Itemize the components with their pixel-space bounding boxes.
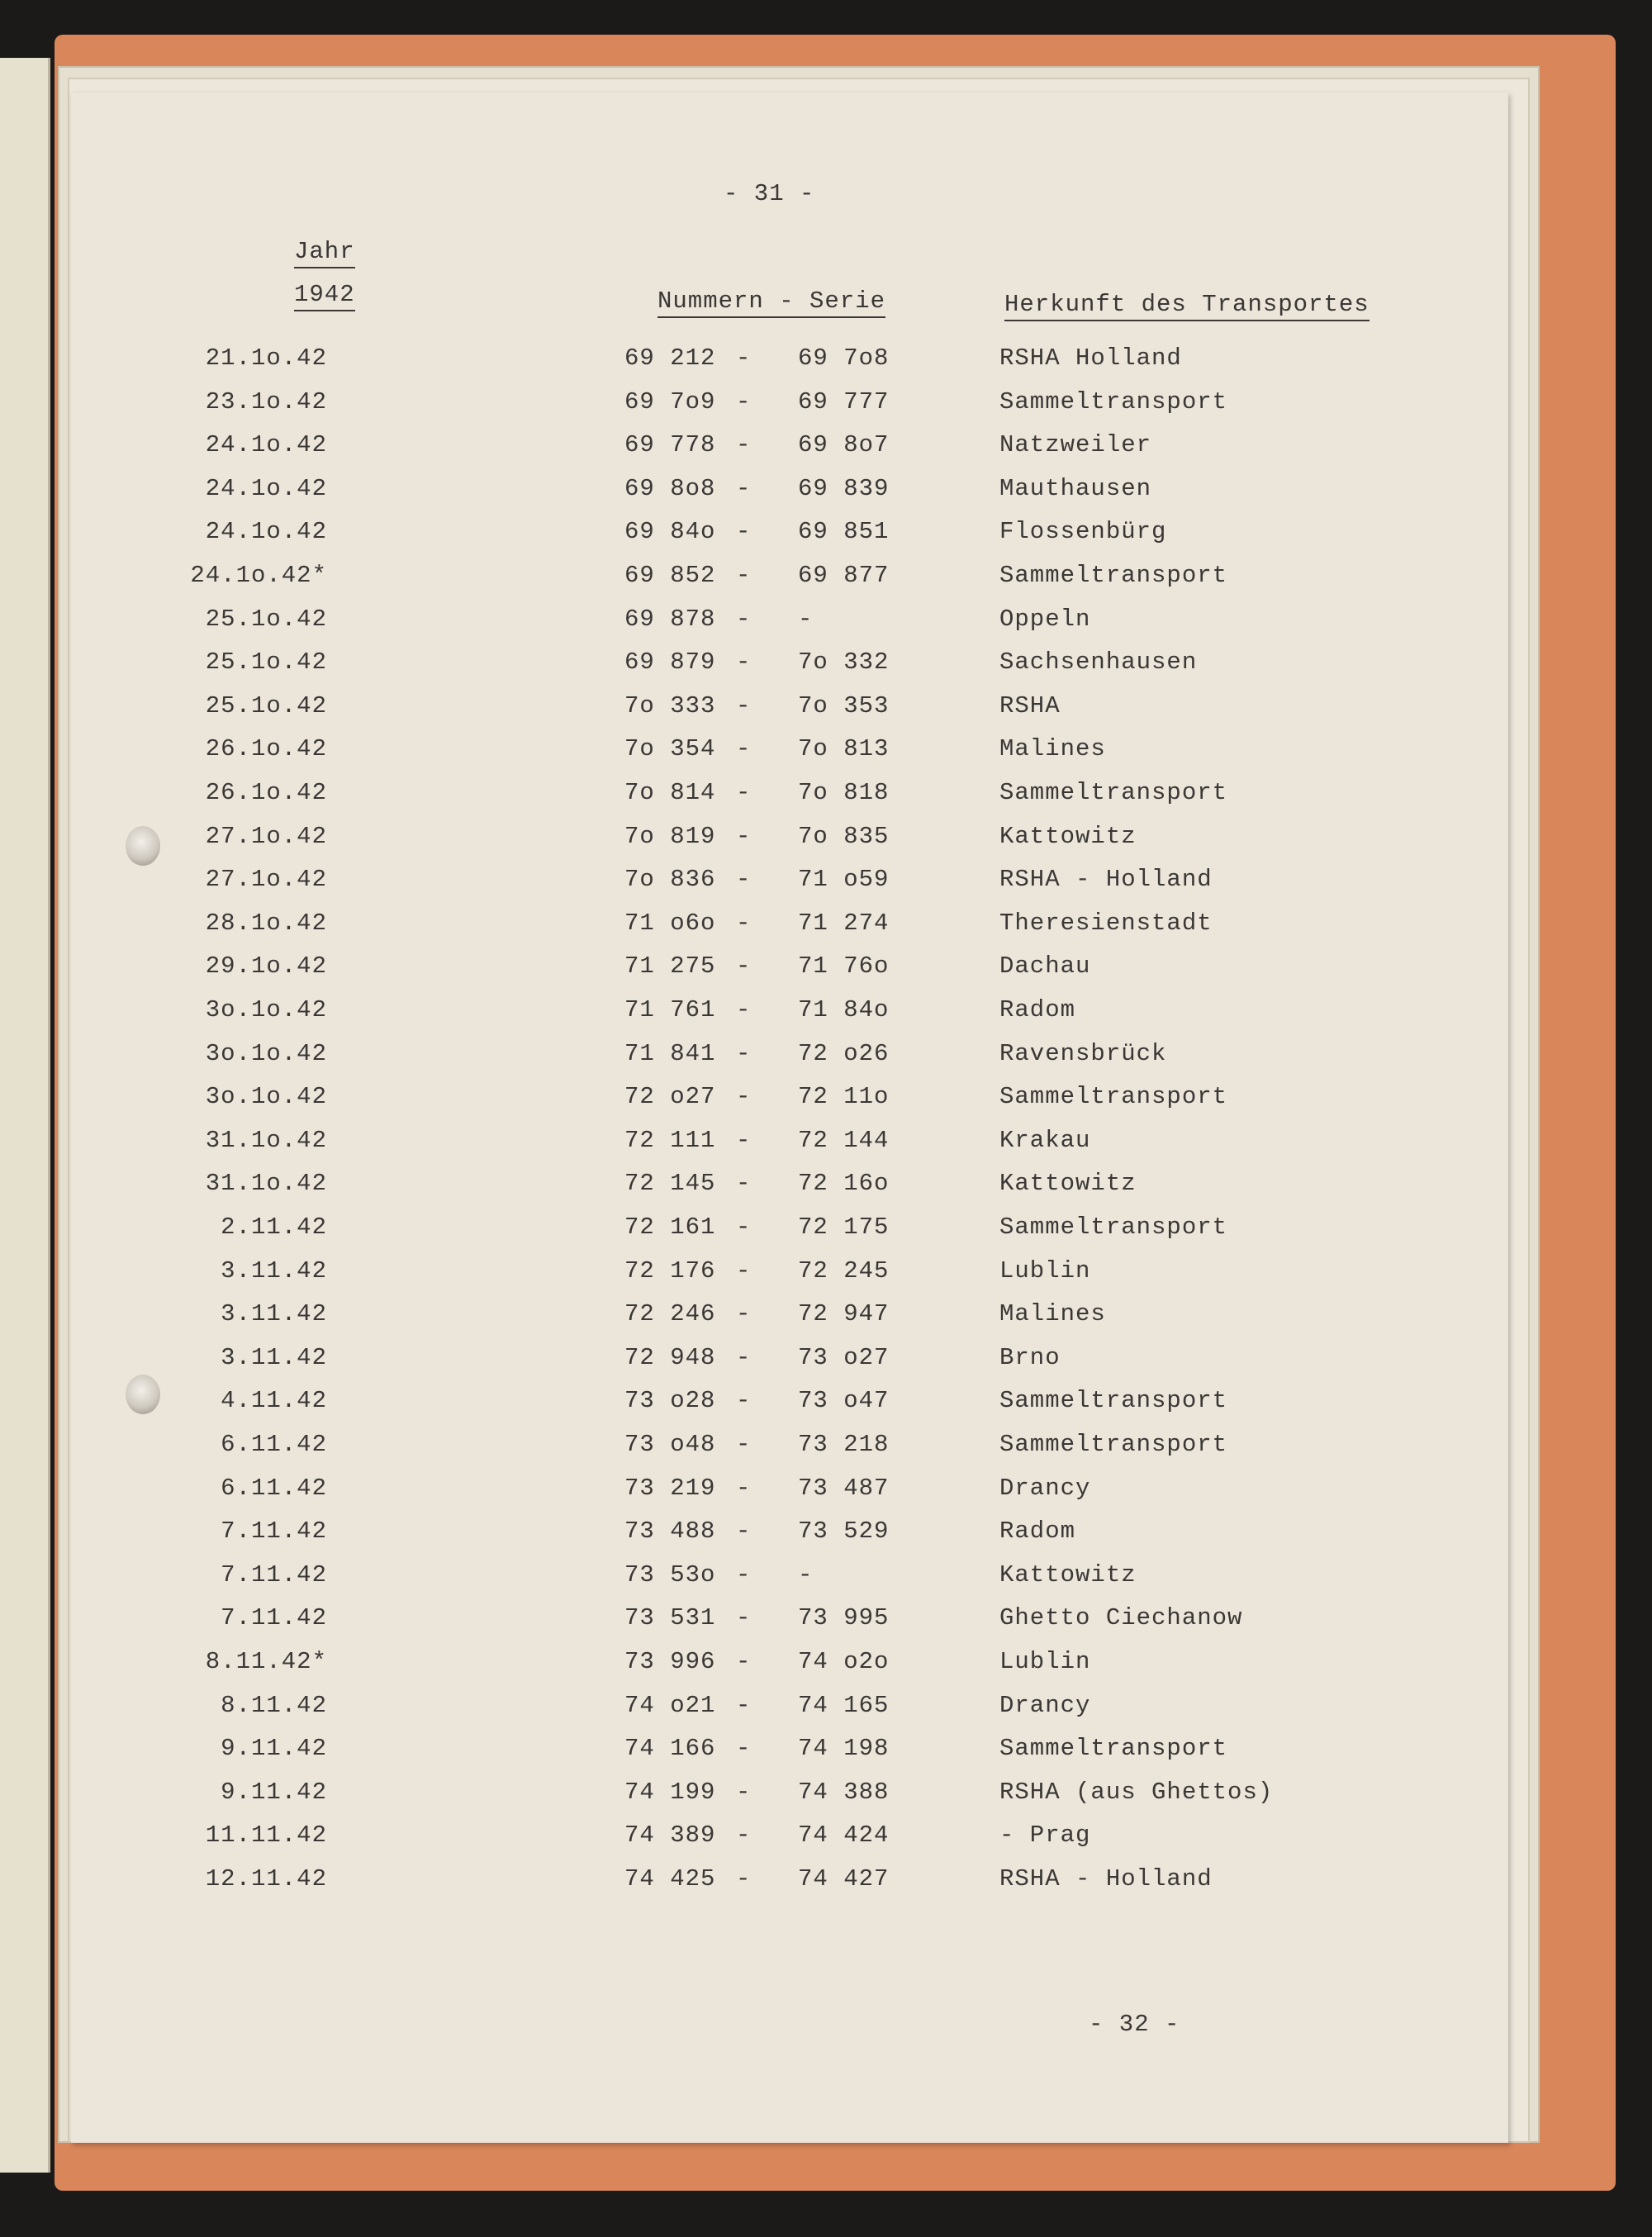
row-number-dash: -: [736, 474, 752, 502]
row-number-to: 73 487: [798, 1474, 890, 1502]
row-date: 25.1o.42: [205, 648, 327, 677]
row-number-from: 73 531: [624, 1604, 716, 1632]
row-number-from: 72 161: [624, 1213, 716, 1241]
row-date: 7.11.42: [221, 1560, 327, 1589]
row-number-dash: -: [736, 1735, 752, 1763]
row-date: 9.11.42: [221, 1778, 327, 1806]
table-row: [71, 1561, 1508, 1599]
row-date: 21.1o.42: [205, 344, 327, 372]
row-date: 6.11.42: [221, 1474, 327, 1502]
row-origin: Drancy: [999, 1474, 1091, 1502]
row-date: 3.11.42: [221, 1300, 327, 1328]
row-date: 8.11.42: [221, 1691, 327, 1719]
row-number-from: 7o 333: [624, 691, 716, 720]
row-origin: Ghetto Ciechanow: [999, 1604, 1243, 1632]
table-row: [71, 952, 1508, 990]
row-date: 8.11.42*: [205, 1648, 327, 1675]
row-number-to: 69 777: [798, 387, 890, 416]
row-date: 3o.1o.42: [205, 1083, 327, 1111]
table-row: [71, 1300, 1508, 1338]
table-row: [71, 1692, 1508, 1730]
row-origin: Malines: [999, 1300, 1106, 1328]
row-origin: RSHA (aus Ghettos): [999, 1778, 1274, 1806]
row-date: 6.11.42: [221, 1431, 327, 1458]
row-origin: Malines: [999, 735, 1106, 763]
row-number-to: 74 165: [798, 1691, 890, 1719]
row-number-from: 73 996: [624, 1648, 716, 1675]
table-row: [71, 910, 1508, 948]
row-number-to: 7o 835: [798, 822, 890, 850]
row-date: 24.1o.42: [205, 474, 327, 502]
row-number-dash: -: [736, 344, 752, 372]
table-row: [71, 1735, 1508, 1773]
row-number-to: 74 388: [798, 1778, 890, 1806]
row-number-from: 74 199: [624, 1778, 716, 1806]
table-row: [71, 1475, 1508, 1513]
row-date: 7.11.42: [221, 1604, 327, 1632]
row-number-to: 7o 818: [798, 779, 890, 806]
row-date: 24.1o.42: [205, 518, 327, 546]
left-page-edge: [0, 58, 50, 2173]
table-row: [71, 1431, 1508, 1469]
row-number-dash: -: [736, 1604, 752, 1632]
row-number-dash: -: [736, 1343, 752, 1371]
row-number-to: 72 175: [798, 1213, 890, 1241]
row-number-dash: -: [736, 1170, 752, 1198]
row-number-to: 71 o59: [798, 866, 890, 894]
row-number-dash: -: [736, 1256, 752, 1285]
row-number-from: 72 145: [624, 1170, 716, 1198]
row-date: 24.1o.42: [205, 431, 327, 459]
row-number-from: 74 425: [624, 1865, 716, 1893]
row-number-dash: -: [736, 1387, 752, 1415]
row-number-from: 69 84o: [624, 518, 716, 546]
row-number-dash: -: [736, 1300, 752, 1328]
row-date: 24.1o.42*: [190, 562, 327, 589]
row-origin: Sammeltransport: [999, 562, 1228, 589]
row-origin: Radom: [999, 996, 1076, 1024]
row-number-dash: -: [736, 1126, 752, 1154]
row-number-to: 73 995: [798, 1604, 890, 1632]
row-number-from: 72 o27: [624, 1083, 716, 1111]
row-number-from: 72 111: [624, 1126, 716, 1154]
row-origin: Krakau: [999, 1126, 1091, 1154]
row-number-from: 71 841: [624, 1039, 716, 1067]
row-number-to: 69 877: [798, 562, 890, 589]
row-origin: Sachsenhausen: [999, 648, 1198, 677]
row-number-from: 72 246: [624, 1300, 716, 1328]
row-number-dash: -: [736, 1865, 752, 1893]
row-number-dash: -: [736, 952, 752, 981]
row-date: 7.11.42: [221, 1517, 327, 1546]
row-number-dash: -: [736, 996, 752, 1024]
table-row: [71, 475, 1508, 513]
row-origin: Flossenbürg: [999, 518, 1167, 546]
table-row: [71, 562, 1508, 600]
page-number-bottom: - 32 -: [1089, 2011, 1180, 2038]
table-row: [71, 823, 1508, 861]
row-number-to: 7o 353: [798, 691, 890, 720]
row-number-dash: -: [736, 691, 752, 720]
row-number-from: 69 778: [624, 431, 716, 459]
row-origin: Natzweiler: [999, 431, 1152, 459]
row-number-from: 73 o48: [624, 1431, 716, 1458]
row-date: 23.1o.42: [205, 387, 327, 416]
row-number-from: 69 879: [624, 648, 716, 677]
row-number-dash: -: [736, 1474, 752, 1502]
row-number-dash: -: [736, 1039, 752, 1067]
row-number-to: 7o 813: [798, 735, 890, 763]
table-row: [71, 1127, 1508, 1165]
row-number-from: 69 212: [624, 344, 716, 372]
table-row: [71, 518, 1508, 556]
row-date: 2.11.42: [221, 1213, 327, 1241]
row-number-from: 69 878: [624, 605, 716, 633]
table-row: [71, 735, 1508, 773]
row-number-dash: -: [736, 1431, 752, 1458]
row-origin: RSHA Holland: [999, 344, 1182, 372]
row-number-from: 72 948: [624, 1343, 716, 1371]
row-date: 4.11.42: [221, 1387, 327, 1415]
row-number-dash: -: [736, 735, 752, 763]
document-page: [71, 93, 1508, 2143]
table-row: [71, 388, 1508, 426]
row-number-to: 69 839: [798, 474, 890, 502]
row-origin: Brno: [999, 1343, 1061, 1371]
row-number-to: 72 144: [798, 1126, 890, 1154]
row-origin: Kattowitz: [999, 1560, 1137, 1589]
row-origin: Kattowitz: [999, 822, 1137, 850]
row-number-from: 73 488: [624, 1517, 716, 1546]
row-number-from: 73 53o: [624, 1560, 716, 1589]
row-origin: RSHA - Holland: [999, 866, 1213, 894]
row-number-dash: -: [736, 562, 752, 589]
row-origin: Sammeltransport: [999, 1431, 1228, 1458]
row-number-from: 73 219: [624, 1474, 716, 1502]
row-number-to: 74 427: [798, 1865, 890, 1893]
row-date: 12.11.42: [205, 1865, 327, 1893]
row-number-to: 73 529: [798, 1517, 890, 1546]
row-date: 26.1o.42: [205, 735, 327, 763]
table-row: [71, 1257, 1508, 1295]
page-number-top: - 31 -: [724, 180, 815, 207]
table-row: [71, 1040, 1508, 1078]
row-date: 31.1o.42: [205, 1126, 327, 1154]
row-number-dash: -: [736, 431, 752, 459]
row-number-from: 69 852: [624, 562, 716, 589]
row-date: 3o.1o.42: [205, 1039, 327, 1067]
row-number-to: 72 947: [798, 1300, 890, 1328]
row-number-from: 74 o21: [624, 1691, 716, 1719]
row-number-dash: -: [736, 387, 752, 416]
row-number-to: 69 8o7: [798, 431, 890, 459]
row-number-from: 74 389: [624, 1821, 716, 1850]
row-number-dash: -: [736, 648, 752, 677]
row-number-from: 72 176: [624, 1256, 716, 1285]
row-number-dash: -: [736, 1517, 752, 1546]
row-number-to: 74 424: [798, 1821, 890, 1850]
row-origin: Dachau: [999, 952, 1091, 981]
row-date: 27.1o.42: [205, 822, 327, 850]
row-number-to: -: [798, 1560, 814, 1589]
row-date: 26.1o.42: [205, 779, 327, 806]
row-number-dash: -: [736, 1648, 752, 1675]
row-origin: Sammeltransport: [999, 387, 1228, 416]
row-date: 11.11.42: [205, 1821, 327, 1850]
row-number-to: 72 245: [798, 1256, 890, 1285]
table-row: [71, 1387, 1508, 1425]
row-number-from: 7o 836: [624, 866, 716, 894]
row-origin: Theresienstadt: [999, 909, 1213, 937]
table-row: [71, 1648, 1508, 1686]
row-origin: - Prag: [999, 1821, 1091, 1850]
table-row: [71, 692, 1508, 730]
row-number-to: 69 7o8: [798, 344, 890, 372]
table-row: [71, 1170, 1508, 1208]
row-date: 25.1o.42: [205, 605, 327, 633]
row-number-to: 74 198: [798, 1735, 890, 1763]
row-number-from: 7o 814: [624, 779, 716, 806]
row-number-to: 73 o47: [798, 1387, 890, 1415]
row-number-from: 69 8o8: [624, 474, 716, 502]
row-origin: Lublin: [999, 1648, 1091, 1675]
table-row: [71, 866, 1508, 904]
row-number-to: -: [798, 605, 814, 633]
row-origin: RSHA - Holland: [999, 1865, 1213, 1893]
row-date: 31.1o.42: [205, 1170, 327, 1198]
table-row: [71, 648, 1508, 686]
punch-hole-upper: [126, 826, 160, 866]
row-number-dash: -: [736, 1213, 752, 1241]
row-origin: Ravensbrück: [999, 1039, 1167, 1067]
table-row: [71, 1779, 1508, 1817]
row-date: 3o.1o.42: [205, 996, 327, 1024]
origin-header: Herkunft des Transportes: [1004, 291, 1370, 321]
row-number-from: 71 o6o: [624, 909, 716, 937]
table-row: [71, 1517, 1508, 1555]
row-number-to: 72 11o: [798, 1083, 890, 1111]
row-origin: Sammeltransport: [999, 1735, 1228, 1763]
table-row: [71, 1344, 1508, 1382]
row-number-to: 71 274: [798, 909, 890, 937]
row-number-dash: -: [736, 1821, 752, 1850]
table-row: [71, 1604, 1508, 1642]
row-date: 28.1o.42: [205, 909, 327, 937]
row-number-from: 74 166: [624, 1735, 716, 1763]
row-number-dash: -: [736, 1560, 752, 1589]
row-number-from: 71 275: [624, 952, 716, 981]
row-origin: Lublin: [999, 1256, 1091, 1285]
row-origin: Sammeltransport: [999, 1083, 1228, 1111]
row-number-from: 7o 354: [624, 735, 716, 763]
table-row: [71, 344, 1508, 382]
row-number-dash: -: [736, 866, 752, 894]
row-number-dash: -: [736, 518, 752, 546]
table-row: [71, 1865, 1508, 1903]
row-date: 27.1o.42: [205, 866, 327, 894]
row-number-dash: -: [736, 1691, 752, 1719]
table-row: [71, 996, 1508, 1034]
table-row: [71, 1213, 1508, 1251]
row-number-dash: -: [736, 822, 752, 850]
row-number-from: 7o 819: [624, 822, 716, 850]
table-row: [71, 606, 1508, 644]
year-label: Jahr: [294, 238, 355, 268]
row-number-from: 69 7o9: [624, 387, 716, 416]
row-date: 25.1o.42: [205, 691, 327, 720]
row-number-to: 72 o26: [798, 1039, 890, 1067]
row-number-dash: -: [736, 605, 752, 633]
table-row: [71, 779, 1508, 817]
row-origin: Sammeltransport: [999, 1213, 1228, 1241]
row-number-from: 71 761: [624, 996, 716, 1024]
row-number-to: 72 16o: [798, 1170, 890, 1198]
table-row: [71, 1821, 1508, 1859]
row-number-from: 73 o28: [624, 1387, 716, 1415]
table-row: [71, 1083, 1508, 1121]
row-number-to: 71 84o: [798, 996, 890, 1024]
row-origin: Sammeltransport: [999, 1387, 1228, 1415]
row-origin: Radom: [999, 1517, 1076, 1546]
table-row: [71, 431, 1508, 469]
row-number-dash: -: [736, 909, 752, 937]
punch-hole-lower: [126, 1375, 160, 1414]
row-origin: RSHA: [999, 691, 1061, 720]
row-origin: Oppeln: [999, 605, 1091, 633]
row-number-dash: -: [736, 1778, 752, 1806]
row-origin: Kattowitz: [999, 1170, 1137, 1198]
row-number-dash: -: [736, 779, 752, 806]
row-number-to: 71 76o: [798, 952, 890, 981]
row-date: 29.1o.42: [205, 952, 327, 981]
row-origin: Drancy: [999, 1691, 1091, 1719]
row-date: 9.11.42: [221, 1735, 327, 1763]
row-number-dash: -: [736, 1083, 752, 1111]
row-number-to: 73 218: [798, 1431, 890, 1458]
row-number-to: 74 o2o: [798, 1648, 890, 1675]
row-number-to: 69 851: [798, 518, 890, 546]
year-value: 1942: [294, 281, 355, 311]
row-number-to: 73 o27: [798, 1343, 890, 1371]
series-header: Nummern - Serie: [657, 287, 885, 318]
row-date: 3.11.42: [221, 1343, 327, 1371]
row-number-to: 7o 332: [798, 648, 890, 677]
row-origin: Sammeltransport: [999, 779, 1228, 806]
row-date: 3.11.42: [221, 1256, 327, 1285]
row-origin: Mauthausen: [999, 474, 1152, 502]
